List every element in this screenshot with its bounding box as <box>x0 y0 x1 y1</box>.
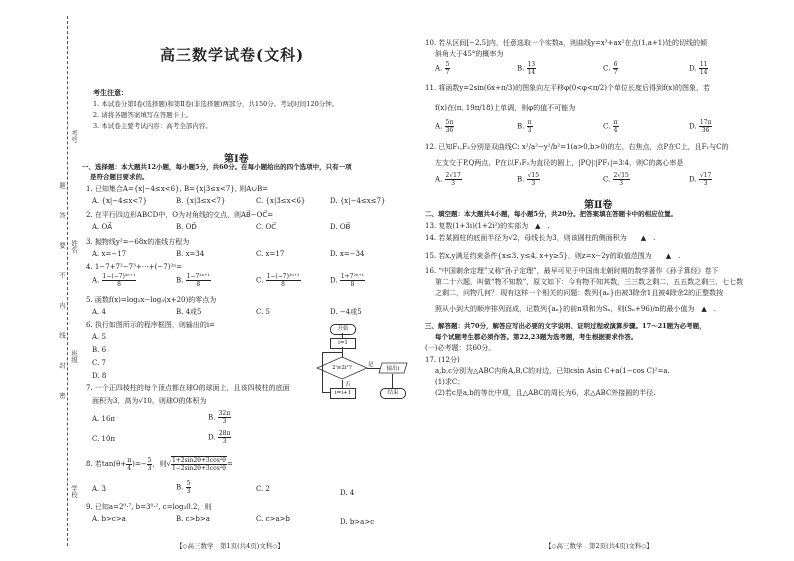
q4-stem: 4. 1−7+7²−7³+⋯+(−7)²ⁿ= <box>86 263 183 271</box>
q4-option: C. $\frac{\text{1−(−7)²ⁿ⁺¹}}{8}$ <box>256 273 300 288</box>
q12-option: C. $\frac{2√15}{3}$ <box>603 172 629 187</box>
school-label: 学校 <box>70 485 78 498</box>
q6-stem: 6. 执行如图所示的程序框图，则输出的i= <box>86 321 216 329</box>
q2-option: A. OA⃗ <box>92 223 113 231</box>
page2-footer: 【◇高三数学 第2页(共4页)文科◇】 <box>545 542 653 550</box>
notice-item: 3. 本试卷主要考试内容：高考全部内容。 <box>93 122 212 130</box>
q5-option: D. −4或5 <box>330 308 362 316</box>
q2-option: B. OD⃗ <box>176 223 197 231</box>
q1-option: A. {x|−4≤x<7} <box>92 197 148 205</box>
q10-stem: 10. 若从区间[−2,5]内，任意选取一个实数a，则曲线y=x³+ax²在点(1,a+1)处的切线的倾 <box>425 39 707 47</box>
q7-option: C. 10π <box>92 435 116 443</box>
q12-stem-2: 左支交于P,Q两点，P在以F₁F₂为直径的圆上，|PQ|∶|PF₁|=3∶4，则C的离心率是 <box>435 159 684 167</box>
q5-option: A. 4 <box>92 308 106 316</box>
notice-item: 2. 请将各题答案填写在答题卡上。 <box>93 111 193 119</box>
q12-stem: 12. 已知F₁,F₂分别是双曲线C: x²/a²−y²/b²=1(a>0,b>0)的左、右焦点，点P在C上，且F₁与C的 <box>425 143 729 151</box>
seal-char: 要 <box>58 242 66 249</box>
flow-yes: 是 <box>368 362 374 368</box>
q11-option: C. $\frac{\pi}{4}$ <box>603 119 618 134</box>
name-label: 姓名 <box>70 240 78 253</box>
q10-option: B. $\frac{13}{14}$ <box>517 61 536 76</box>
q12-option: A. $\frac{2√17}{3}$ <box>435 172 461 187</box>
q10-option: D. $\frac{11}{14}$ <box>689 61 708 76</box>
q14: 14. 若某圆柱的底面半径为√2，母线长为3，则该圆柱的侧面积为 ▲ . <box>425 234 656 242</box>
flow-start: 开始 <box>330 324 356 335</box>
q2-stem: 2. 在平行四边形ABCD中，O为对角线的交点，则AB⃗−OC⃗= <box>86 211 274 219</box>
flow-loop <box>322 352 342 353</box>
q9-option: C. c>a>b <box>256 515 290 523</box>
q17-heading: 17. (12分) <box>425 356 460 364</box>
section3-intro-2: 每个试题考生都必须作答。第22,23题为选考题，考生根据要求作答。 <box>435 333 638 341</box>
flow-arrow <box>392 374 393 388</box>
section1-intro: 一、选择题：本大题共12小题，每小题5分，共60分。在每小题给出的四个选项中，只有一项 <box>82 163 352 171</box>
flow-loop <box>322 392 330 393</box>
q2-option: D. OB⃗ <box>330 223 351 231</box>
section3-intro: 三、解答题：共70分，解答应写出必要的文字说明、证明过程或演算步骤。17～21题为必考题， <box>425 322 706 330</box>
binding-line <box>67 16 68 546</box>
flow-end: 结束 <box>380 388 406 399</box>
seal-char: 内 <box>58 302 66 309</box>
q9-option: A. b>c>a <box>92 515 126 523</box>
q5-option: B. 4或5 <box>176 308 202 316</box>
q16-line: 第二十六题，叫做“物不知数”，原文如下：今有物不知其数，三三数之剩二，五五数之剩三，七七数 <box>435 278 744 286</box>
required-heading: (一)必考题：共60分。 <box>425 344 496 352</box>
flow-output: 输出i <box>386 366 400 372</box>
flow-increment: i=i+1 <box>330 388 356 399</box>
q7-option: D. $\frac{28\pi}{3}$ <box>208 430 231 445</box>
q12-option: D. $\frac{√17}{3}$ <box>689 172 712 187</box>
q7-option: B. $\frac{32\pi}{3}$ <box>208 410 231 425</box>
flow-loop <box>322 352 323 392</box>
q8-stem: 8. 若tan(θ+ $\frac{\pi}{4}$ )=− $\frac{5}{3}$ ，则√ $\frac{\text{1+2sin2θ+3cos²θ}}{\text{1−2sin2θ+3cos²θ}}$ = <box>86 456 233 472</box>
q11-option: A. $\frac{5\pi}{36}$ <box>435 119 454 134</box>
q2-option: C. OC⃗ <box>256 223 277 231</box>
q3-option: B. x=34 <box>176 250 205 258</box>
q5-option: C. 5 <box>256 308 271 316</box>
q10-option: A. $\frac{5}{7}$ <box>435 61 450 76</box>
q11-option: B. $\frac{\pi}{3}$ <box>517 119 532 134</box>
page-title: 高三数学试卷(文科) <box>160 46 305 64</box>
q10-stem-2: 斜角大于45°的概率为 <box>435 50 504 58</box>
q11-stem: 11. 将函数y=2sin(6x+π/3)的图象向左平移φ(0<φ<π/2)个单位长度后得到f(x)的图象，若 <box>425 84 710 92</box>
q6-option: C. 7 <box>92 359 107 367</box>
seal-char: 封 <box>58 362 66 369</box>
notice-title: 考生注意： <box>93 88 128 97</box>
q9-option: B. c>b>a <box>176 515 210 523</box>
q3-option: C. x=17 <box>256 250 285 258</box>
q16-line: 照从小到大的顺序排列而成，记数列{aₙ}的前n项和为Sₙ，则(Sₙ+96)/n的最小值为 ▲ . <box>435 305 716 313</box>
q7-stem: 7. 一个正四棱柱的每个顶点都在球O的球面上，且该四棱柱的底面 <box>86 384 290 392</box>
q12-option: B. $\frac{√15}{3}$ <box>517 172 540 187</box>
q6-option: A. 5 <box>92 333 106 341</box>
q9-stem: 9. 已知a=2⁰·⁷, b=3⁰·², c=log₃0.2，则 <box>86 503 212 511</box>
q6-option: D. 8 <box>92 372 107 380</box>
seal-char: 答 <box>58 212 66 219</box>
q11-option: D. $\frac{17\pi}{36}$ <box>689 119 712 134</box>
q4-option: D. $\frac{\text{1+7²ⁿ⁺¹}}{8}$ <box>330 273 365 288</box>
q1-option: D. {x|−4≤x≤7} <box>330 197 386 205</box>
notice-item: 1. 本试卷分第Ⅰ卷(选择题)和第Ⅱ卷(非选择题)两部分，共150分。考试时间120分钟。 <box>93 100 339 108</box>
flow-arrow <box>342 380 343 388</box>
flow-no: 否 <box>345 382 351 388</box>
q5-stem: 5. 函数f(x)=log₂x−log₃(x+20)的零点为 <box>86 296 217 304</box>
q4-option: A. $\frac{\text{1−(−7)²ⁿ⁺¹}}{8}$ <box>92 273 136 288</box>
q8-option: B. $\frac{5}{3}$ <box>176 480 191 495</box>
class-label: 班级 <box>70 350 78 363</box>
seal-char: 题 <box>58 182 66 189</box>
q8-option: A. 3 <box>92 485 106 493</box>
q4-option: B. $\frac{\text{1−7²ⁿ⁺¹}}{8}$ <box>176 273 210 288</box>
q7-option: A. 16π <box>92 415 116 423</box>
page1-footer: 【◇高三数学 第1页(共4页)文科◇】 <box>176 542 284 550</box>
section1-intro-2: 是符合题目要求的。 <box>90 173 149 181</box>
part2-heading: 第Ⅱ卷 <box>584 200 613 211</box>
q1-stem: 1. 已知集合A={x|−4≤x<6}, B={x|3≤x<7}, 则A∪B= <box>86 185 269 193</box>
q17-part1: (1)求C； <box>435 378 465 386</box>
q17-part2: (2)若c是a,b的等比中项，且△ABC的周长为6，求△ABC外接圆的半径. <box>435 389 656 397</box>
q6-option: B. 6 <box>92 346 107 354</box>
exam-no-label: 考号 <box>70 130 78 143</box>
q9-option: D. b>a>c <box>340 518 375 526</box>
q3-option: D. x=−34 <box>330 250 365 258</box>
flow-condition: 2ⁱ≥2i²? <box>332 365 352 371</box>
seal-char: 密 <box>58 392 66 399</box>
section2-intro: 二、填空题：本大题共4小题，每小题5分，共20分。把答案填在答题卡中的相应位置。 <box>425 210 678 218</box>
q8-option: C. 2 <box>256 485 271 493</box>
part1-heading: 第Ⅰ卷 <box>224 154 249 165</box>
q16-line: 16. “中国剩余定理”又称“孙子定理”，最早可见于中国南北朝时期的数学著作《孙子算经》卷下 <box>425 267 719 275</box>
seal-char: 不 <box>58 272 66 279</box>
q16-line: 之剩二，问物几何？ 现有这样一个相关的问题：数列{aₙ}由被3除余1且被4除余2的正整数按 <box>435 289 724 297</box>
flow-init: i=1 <box>330 338 356 349</box>
q3-option: A. x=−17 <box>92 250 127 258</box>
q10-option: C. $\frac{6}{7}$ <box>603 61 618 76</box>
seal-char: 线 <box>58 332 66 339</box>
q3-stem: 3. 抛物线y²=−68x的准线方程为 <box>86 238 190 246</box>
q1-option: B. {x|3≤x<7} <box>176 197 226 205</box>
q15: 15. 若x,y满足约束条件{x≤3, y≤4, x+y≥5}，则z=x−2y的取值范围为 ▲ . <box>425 252 681 260</box>
q13: 13. 复数(1+3i)(1+2i²)的实部为 ▲ . <box>425 222 550 230</box>
q1-option: C. {x|3≤x<6} <box>256 197 306 205</box>
q8-option: D. 4 <box>340 489 355 497</box>
q17-stem: a,b,c分别为△ABC内角A,B,C的对边，已知csin Asin C+a(1−cos C)²=a. <box>435 367 670 375</box>
q7-stem-2: 面积为3，高为√10，则球O的体积为 <box>92 397 207 405</box>
q11-stem-2: f(x)在(π, 19π/18)上单调，则φ的值不可能为 <box>435 104 576 112</box>
